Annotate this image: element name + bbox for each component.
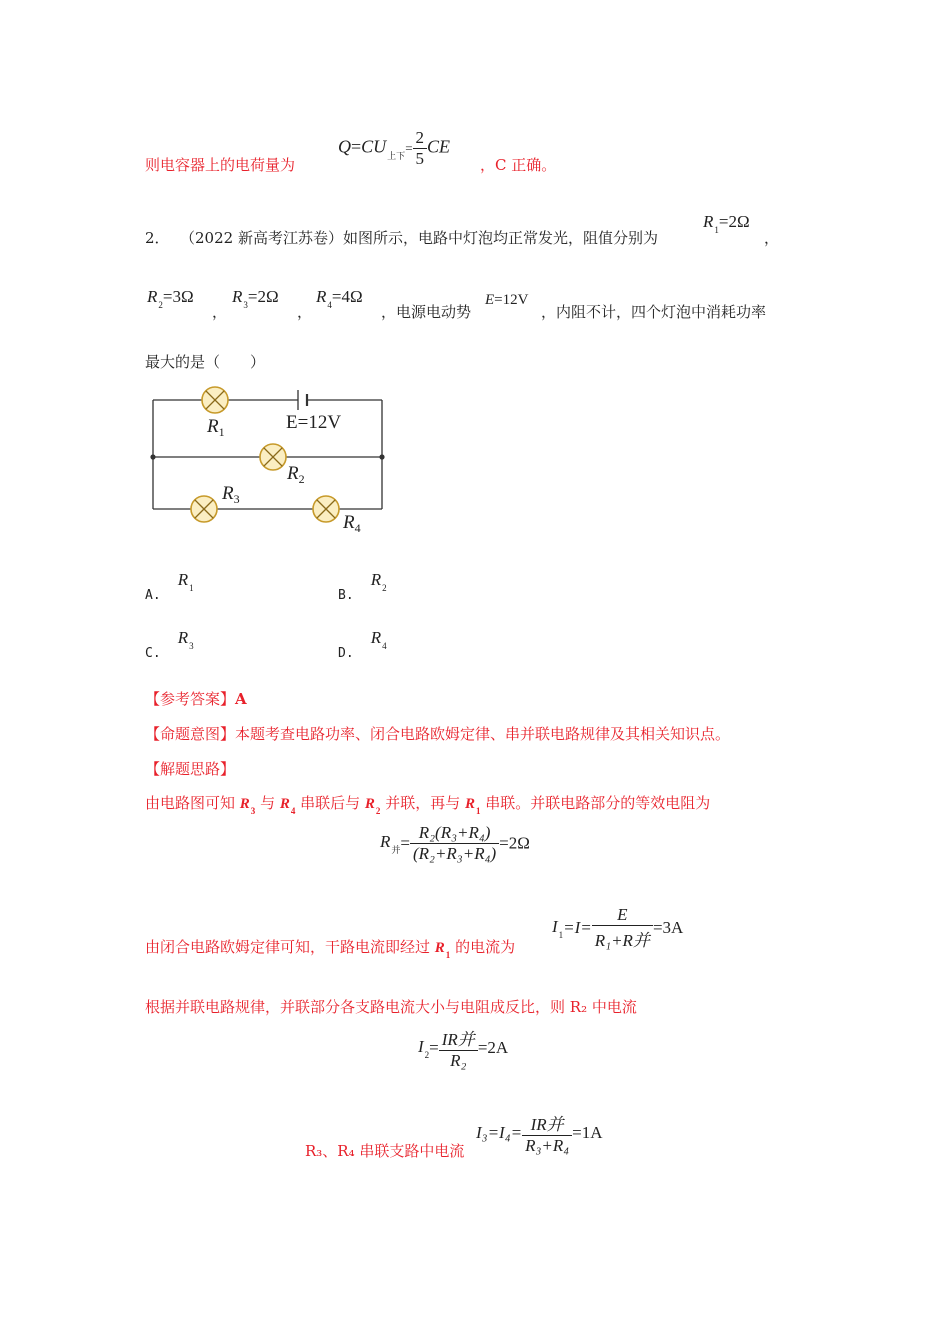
solution-step-1: 由电路图可知 $R_3$ 与 $R_4$ 串联后与 $R_2$ 并联，再与 $R_1$ 串联。并联电路部分的等效电阻为 (145, 794, 711, 816)
equation-r2-current: $I_2=$ $\frac{\text{IR并}}{\text{R₂}}$ =2A (418, 1030, 509, 1070)
question-comma: ， (764, 229, 780, 247)
junction-left-dot (150, 454, 155, 459)
charge-formula: $Q=CU_{上下}=$ $\frac{2}{5}$ CE (338, 128, 451, 168)
lamp-r2-icon (260, 444, 286, 470)
solution-step-4: R₃、R₄ 串联支路中电流 (305, 1142, 465, 1160)
comma-2: ， (297, 303, 313, 321)
equation-main-current: $I_1=I=$ $\frac{E}{\text{R₁+R并}}$ =3A (552, 905, 684, 950)
junction-right-dot (379, 454, 384, 459)
r2-value: $R_2=3\Omega$ (147, 287, 194, 310)
equation-series-current: I₃=I₄= $\frac{\text{IR并}}{\text{R₃+R₄}}$ =1A (476, 1115, 603, 1155)
label-emf: E=12V (286, 412, 342, 433)
battery-icon (298, 390, 307, 410)
question-text-1: （2022 新高考江苏卷）如图所示，电路中灯泡均正常发光，阻值分别为 (180, 229, 658, 247)
question-text-2: ，电源电动势 (381, 303, 472, 321)
question-number: 2． (145, 229, 170, 247)
option-d[interactable]: $_{D.}$ $R_4$ (338, 628, 387, 661)
solution-step-3: 根据并联电路规律，并联部分各支路电流大小与电阻成反比，则 R₂ 中电流 (145, 998, 637, 1016)
label-r1: $R_1$ (207, 416, 225, 439)
option-c[interactable]: $_{C.}$ $R_3$ (145, 628, 194, 661)
r1-value: $R_1=2\Omega$ (703, 212, 750, 235)
option-a[interactable]: $_{A.}$ $R_1$ (145, 570, 194, 603)
capacitor-charge-text: 则电容器上的电荷量为 (145, 156, 296, 174)
label-r3: $R_3$ (222, 483, 240, 506)
emf-value: E=12V (485, 292, 529, 308)
lamp-r4-icon (313, 496, 339, 522)
reference-answer: 【参考答案】A (145, 690, 247, 708)
circuit-diagram (140, 380, 400, 540)
question-text-4: 最大的是（ ） (145, 353, 266, 371)
capacitor-conclusion: ，C 正确。 (480, 156, 557, 174)
question-text-3: ，内阻不计，四个灯泡中消耗功率 (541, 303, 767, 321)
option-b[interactable]: $_{B.}$ $R_2$ (338, 570, 387, 603)
r4-value: $R_4=4\Omega$ (316, 287, 363, 310)
lamp-r3-icon (191, 496, 217, 522)
lamp-r1-icon (202, 387, 228, 413)
question-intent: 【命题意图】本题考查电路功率、闭合电路欧姆定律、串并联电路规律及其相关知识点。 (145, 725, 731, 743)
solution-label: 【解题思路】 (145, 760, 236, 778)
label-r2: $R_2$ (287, 463, 305, 486)
comma-1: ， (212, 303, 228, 321)
label-r4: $R_4$ (343, 512, 361, 535)
r3-value: $R_3=2\Omega$ (232, 287, 279, 310)
solution-step-2: 由闭合电路欧姆定律可知，干路电流即经过 $R_1$ 的电流为 (145, 938, 516, 960)
equation-equivalent-resistance: $R_并=$ $\frac{\text{R₂(R₃+R₄)}}{\text{(R₂+R₃+R₄)}}$ =2Ω (380, 823, 530, 863)
